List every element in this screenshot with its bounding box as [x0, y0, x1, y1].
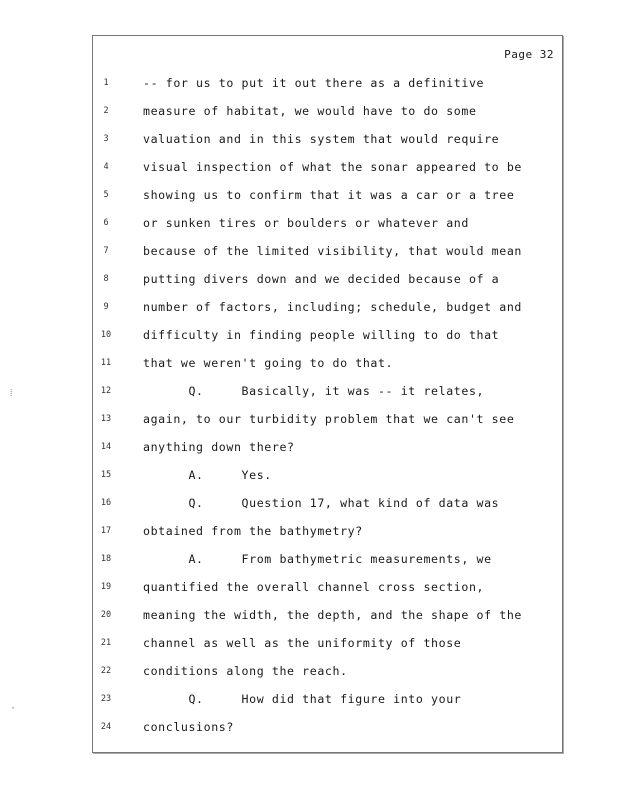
line-number: 12 [100, 386, 112, 396]
line-number: 7 [103, 246, 109, 256]
line-number: 6 [103, 218, 109, 228]
transcript-line: difficulty in finding people willing to do that [143, 328, 500, 342]
line-number: 24 [100, 722, 112, 732]
transcript-line: quantified the overall channel cross section, [143, 580, 485, 594]
line-number: 13 [100, 414, 112, 424]
transcript-line: showing us to confirm that it was a car or a tree [143, 188, 515, 202]
transcript-line: putting divers down and we decided because of a [143, 272, 500, 286]
line-number: 9 [103, 302, 109, 312]
margin-mark: ⦙ [10, 388, 13, 399]
line-number: 18 [100, 554, 112, 564]
transcript-line: A. Yes. [143, 468, 272, 482]
line-number: 10 [100, 330, 112, 340]
transcript-line: or sunken tires or boulders or whatever and [143, 216, 469, 230]
transcript-line: channel as well as the uniformity of those [143, 636, 462, 650]
line-number: 11 [100, 358, 112, 368]
line-number: 4 [103, 162, 109, 172]
line-number: 16 [100, 498, 112, 508]
transcript-line: -- for us to put it out there as a definitive [143, 76, 485, 90]
line-number: 19 [100, 582, 112, 592]
transcript-line: that we weren't going to do that. [143, 356, 394, 370]
transcript-line: meaning the width, the depth, and the shape of the [143, 608, 523, 622]
line-number: 15 [100, 470, 112, 480]
transcript-line: because of the limited visibility, that would mean [143, 244, 523, 258]
margin-mark: · [10, 703, 17, 714]
transcript-line: number of factors, including; schedule, budget and [143, 300, 523, 314]
transcript-line: anything down there? [143, 440, 295, 454]
line-number: 23 [100, 694, 112, 704]
line-number: 8 [103, 274, 109, 284]
line-number: 17 [100, 526, 112, 536]
line-number: 14 [100, 442, 112, 452]
transcript-line: Q. Basically, it was -- it relates, [143, 384, 485, 398]
line-number: 21 [100, 638, 112, 648]
page-number: Page 32 [504, 48, 554, 61]
transcript-page [92, 35, 563, 753]
transcript-line: Q. How did that figure into your [143, 692, 462, 706]
transcript-line: valuation and in this system that would require [143, 132, 500, 146]
line-number: 22 [100, 666, 112, 676]
line-number: 20 [100, 610, 112, 620]
transcript-line: A. From bathymetric measurements, we [143, 552, 492, 566]
line-number: 2 [103, 106, 109, 116]
transcript-line: again, to our turbidity problem that we can't see [143, 412, 515, 426]
transcript-line: visual inspection of what the sonar appeared to be [143, 160, 523, 174]
transcript-line: measure of habitat, we would have to do some [143, 104, 477, 118]
line-number: 5 [103, 190, 109, 200]
transcript-line: Q. Question 17, what kind of data was [143, 496, 500, 510]
line-number: 3 [103, 134, 109, 144]
transcript-line: obtained from the bathymetry? [143, 524, 363, 538]
line-number: 1 [103, 78, 109, 88]
transcript-line: conditions along the reach. [143, 664, 348, 678]
transcript-line: conclusions? [143, 720, 234, 734]
